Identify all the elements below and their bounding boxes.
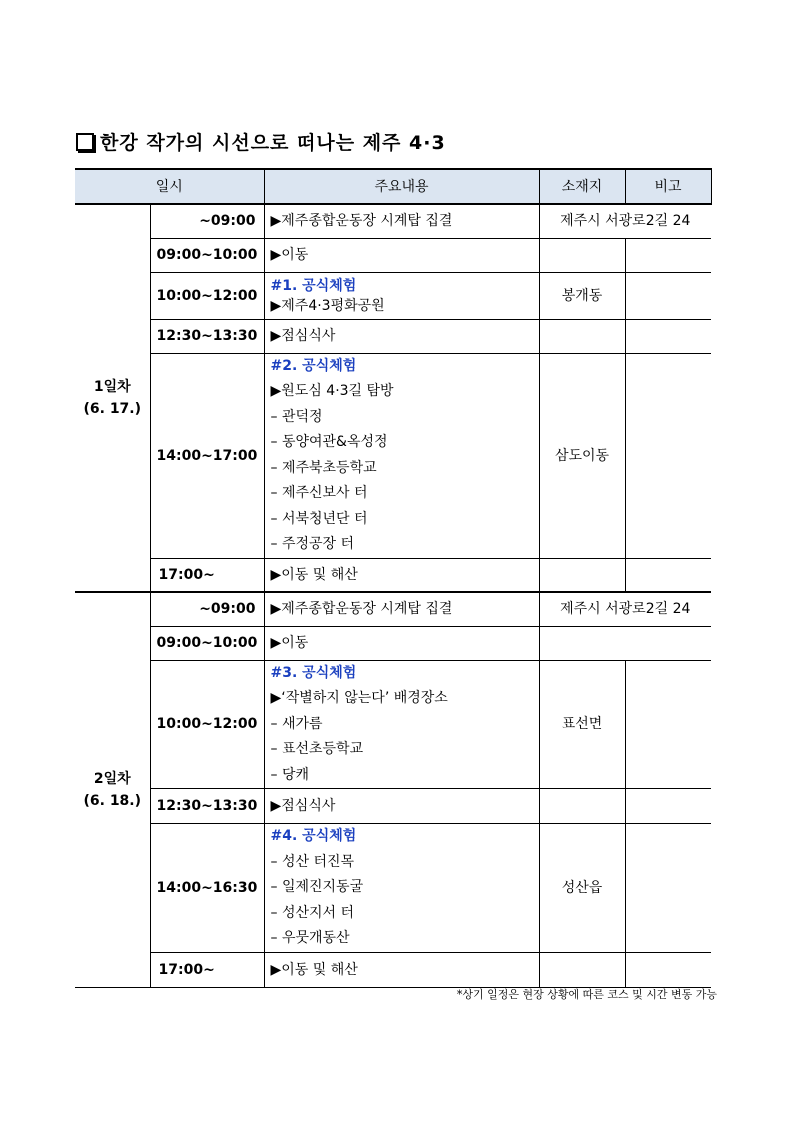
experience-heading: #1. 공식체험 — [270, 277, 357, 294]
table-row — [75, 660, 711, 789]
day1-date: (6. 17.) — [83, 401, 142, 417]
time-cell: ~09:00 — [150, 204, 264, 238]
content-line: – 제주북초등학교 — [270, 459, 377, 476]
day1-label: 1일차 — [93, 379, 131, 395]
note-cell — [625, 660, 711, 789]
content-cell — [264, 626, 539, 660]
experience-heading: #4. 공식체험 — [270, 828, 357, 844]
note-cell — [625, 238, 711, 272]
table-row — [75, 319, 711, 353]
content-line: – 표선초등학교 — [270, 741, 364, 757]
note-cell — [625, 272, 711, 319]
content-line: ▶이동 — [270, 635, 309, 651]
content-cell — [264, 353, 539, 558]
table-row — [75, 558, 711, 592]
content-cell — [264, 319, 539, 353]
time-cell: 14:00~16:30 — [150, 824, 264, 953]
time-cell: 14:00~17:00 — [150, 353, 264, 558]
day2-date: (6. 18.) — [83, 792, 142, 809]
time-cell: 17:00~ — [150, 558, 264, 592]
content-line: – 일제진지동굴 — [270, 879, 364, 895]
table-row — [75, 204, 711, 238]
content-line: – 우뭇개동산 — [270, 930, 350, 946]
table-row — [75, 272, 711, 319]
location-cell — [539, 319, 625, 353]
location-cell: 제주시 서광로2길 24 — [539, 592, 711, 626]
time-cell: ~09:00 — [150, 592, 264, 626]
time-cell: 10:00~12:00 — [150, 272, 264, 319]
footnote: *상기 일정은 현장 상황에 따른 코스 및 시간 변동 가능 — [456, 988, 717, 1001]
table-row — [75, 789, 711, 824]
content-line: – 성산지서 터 — [270, 904, 355, 921]
table-row — [75, 626, 711, 660]
header-note: 비고 — [625, 169, 711, 204]
note-cell — [625, 353, 711, 558]
content-cell — [264, 558, 539, 592]
time-cell: 17:00~ — [150, 952, 264, 987]
location-cell — [539, 238, 625, 272]
content-line: – 제주신보사 터 — [270, 485, 368, 501]
note-cell — [625, 558, 711, 592]
schedule-table — [75, 168, 712, 988]
content-cell — [264, 272, 539, 319]
content-line: – 동양여관&옥성정 — [270, 434, 388, 450]
note-cell — [625, 319, 711, 353]
location-cell: 삼도이동 — [539, 353, 625, 558]
content-line: – 새가름 — [270, 715, 323, 732]
content-cell — [264, 238, 539, 272]
content-line: ▶이동 및 해산 — [270, 566, 358, 583]
content-cell — [264, 660, 539, 789]
note-cell — [625, 789, 711, 824]
content-line: ▶점심식사 — [270, 328, 336, 344]
location-cell: 봉개동 — [539, 272, 625, 319]
header-location: 소재지 — [539, 169, 625, 204]
table-row — [75, 353, 711, 558]
content-line: ▶제주4·3평화공원 — [270, 297, 385, 314]
time-cell: 09:00~10:00 — [150, 626, 264, 660]
content-line: ▶이동 및 해산 — [270, 961, 358, 978]
content-line: – 서북청년단 터 — [270, 510, 368, 527]
document-title — [76, 128, 446, 155]
location-cell: 표선면 — [539, 660, 625, 789]
location-cell — [539, 626, 711, 660]
location-cell — [539, 789, 625, 824]
header-content: 주요내용 — [264, 169, 539, 204]
header-row — [75, 169, 711, 204]
location-cell — [539, 558, 625, 592]
time-cell: 10:00~12:00 — [150, 660, 264, 789]
title-text: 한강 작가의 시선으로 떠나는 제주 4·3 — [100, 132, 446, 154]
note-cell — [625, 952, 711, 987]
content-line: – 주정공장 터 — [270, 536, 355, 552]
header-date: 일시 — [75, 169, 264, 204]
content-line: ▶원도심 4·3길 탐방 — [270, 383, 394, 399]
table-row — [75, 238, 711, 272]
location-cell — [539, 952, 625, 987]
table-row — [75, 592, 711, 626]
day2-cell — [75, 592, 150, 987]
note-cell — [625, 824, 711, 953]
location-cell: 성산읍 — [539, 824, 625, 953]
time-cell: 12:30~13:30 — [150, 789, 264, 824]
table-row — [75, 824, 711, 953]
content-line: ▶점심식사 — [270, 798, 336, 814]
time-cell: 12:30~13:30 — [150, 319, 264, 353]
experience-heading: #3. 공식체험 — [270, 664, 357, 681]
experience-heading: #2. 공식체험 — [270, 357, 357, 374]
content-line: ▶‘작별하지 않는다’ 배경장소 — [270, 690, 448, 706]
content-line: ▶이동 — [270, 247, 309, 263]
content-line: ▶제주종합운동장 시계탑 집결 — [270, 213, 453, 230]
content-cell — [264, 204, 539, 238]
checkbox-icon — [76, 133, 94, 151]
content-cell — [264, 824, 539, 953]
content-line: – 성산 터진목 — [270, 853, 355, 870]
content-cell — [264, 592, 539, 626]
content-line: – 관덕정 — [270, 408, 323, 425]
time-cell: 09:00~10:00 — [150, 238, 264, 272]
day1-cell — [75, 204, 150, 592]
day2-label: 2일차 — [93, 770, 131, 787]
content-cell — [264, 789, 539, 824]
content-cell — [264, 952, 539, 987]
content-line: ▶제주종합운동장 시계탑 집결 — [270, 601, 453, 618]
content-line: – 당캐 — [270, 766, 309, 783]
location-cell: 제주시 서광로2길 24 — [539, 204, 711, 238]
table-row — [75, 952, 711, 987]
